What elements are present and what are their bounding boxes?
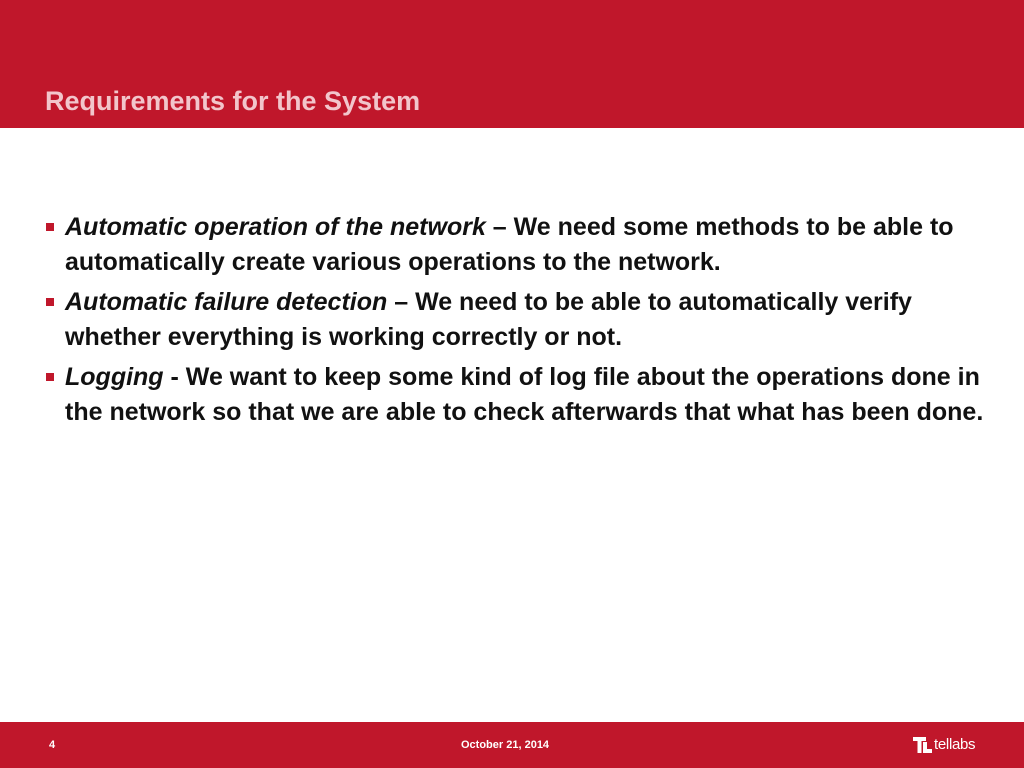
bullet-text: We need to be able to automatically verify whether everything is working correctly or not. [65, 288, 912, 351]
bullet-separator: – [485, 213, 514, 241]
bullet-item [44, 285, 994, 354]
bullet-item [44, 360, 994, 429]
slide-title: Requirements for the System [45, 86, 421, 116]
bullet-text: We need some methods to be able to automatically create various operations to the network. [65, 213, 954, 276]
logo-text: tellabs [934, 736, 976, 753]
bullet-term: Automatic failure detection [65, 288, 388, 316]
footer-bar [0, 722, 1024, 768]
bullet-marker-icon [46, 223, 54, 231]
slide-content [44, 210, 994, 435]
slide-date: October 21, 2014 [461, 739, 550, 751]
tellabs-logo [913, 735, 975, 755]
page-number: 4 [49, 739, 56, 751]
title-bar [0, 0, 1024, 128]
bullet-separator: – [387, 288, 416, 316]
bullet-list [44, 210, 994, 429]
bullet-marker-icon [46, 373, 54, 381]
bullet-term: Logging [65, 363, 164, 391]
bullet-item [44, 210, 994, 279]
bullet-separator: - [163, 363, 186, 391]
bullet-marker-icon [46, 298, 54, 306]
bullet-text: We want to keep some kind of log file about the operations done in the network so that we are able to check afterwards that what has been done. [65, 363, 984, 426]
bullet-term: Automatic operation of the network [65, 213, 486, 241]
tellabs-logo-icon [913, 736, 933, 754]
